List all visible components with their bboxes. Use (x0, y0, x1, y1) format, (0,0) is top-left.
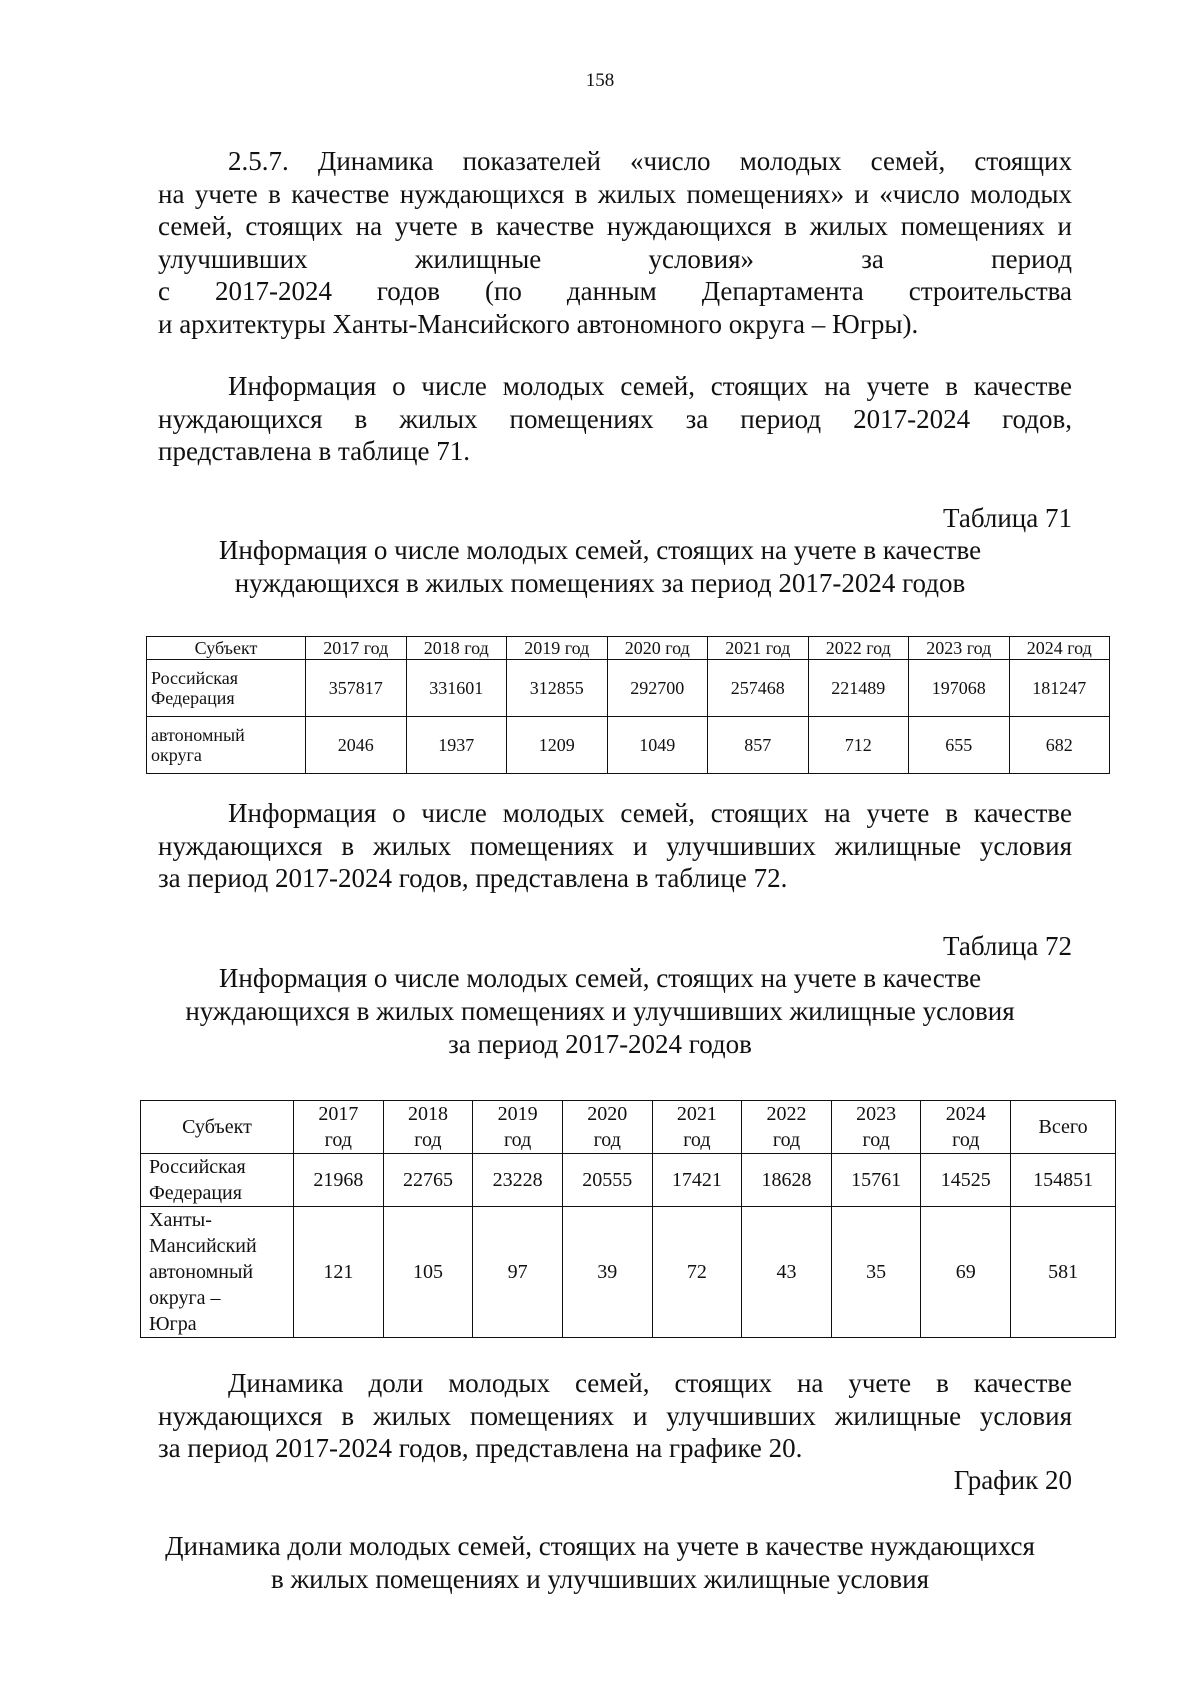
paragraph-line: Информация о числе молодых семей, стоящих на учете в качестве (228, 371, 1072, 401)
graph-title-line: Динамика доли молодых семей, стоящих на учете в качестве нуждающихся (165, 1531, 1035, 1561)
table-cell: 292700 (607, 660, 708, 717)
paragraph-line: Информация о числе молодых семей, стоящих на учете в качестве (228, 798, 1072, 828)
header-year: 2021 (676, 1103, 717, 1125)
column-header: 2020 год (607, 637, 708, 660)
header-year: 2023 (856, 1103, 897, 1125)
table-cell: 257468 (708, 660, 809, 717)
table-cell: 221489 (808, 660, 909, 717)
column-header: Всего (1011, 1101, 1116, 1154)
header-unit: год (414, 1129, 442, 1151)
table-cell: 18628 (742, 1154, 832, 1207)
subject-line: автономный (151, 725, 245, 745)
table-cell: 154851 (1011, 1154, 1116, 1207)
section-line: улучшивших жилищные условия» за период (158, 243, 1072, 274)
column-header (383, 1101, 473, 1154)
table-72-label: Таблица 72 (943, 931, 1072, 961)
column-header (742, 1101, 832, 1154)
table-cell: 121 (294, 1207, 384, 1338)
column-header: 2019 год (507, 637, 608, 660)
table-cell: 69 (921, 1207, 1011, 1338)
column-header (921, 1101, 1011, 1154)
table-71-label: Таблица 71 (943, 503, 1072, 533)
graph-20-label: График 20 (953, 1465, 1072, 1495)
table-cell: 581 (1011, 1207, 1116, 1338)
table-title-line: Информация о числе молодых семей, стоящих на учете в качестве (218, 535, 982, 565)
table-cell: 23228 (473, 1154, 563, 1207)
column-header: Субъект (147, 637, 306, 660)
paragraph-line: нуждающихся в жилых помещениях и улучшивших жилищные условия (158, 1400, 1072, 1431)
table-row (141, 1207, 1116, 1338)
table-cell: 655 (909, 717, 1010, 774)
table-cell: 857 (708, 717, 809, 774)
table-cell: 20555 (562, 1154, 652, 1207)
header-unit: год (503, 1129, 532, 1151)
page-number: 158 (585, 70, 615, 91)
header-unit: год (772, 1129, 801, 1151)
column-header (831, 1101, 921, 1154)
paragraph-line: за период 2017-2024 годов, представлена на графике 20. (158, 1433, 803, 1463)
table-title-line: нуждающихся в жилых помещениях и улучшивших жилищные условия (185, 996, 1015, 1026)
column-header (473, 1101, 563, 1154)
table-cell: 357817 (306, 660, 407, 717)
column-header: 2021 год (708, 637, 809, 660)
header-unit: год (324, 1129, 352, 1151)
row-subject (141, 1207, 294, 1338)
table-cell: 1937 (406, 717, 507, 774)
table-cell: 2046 (306, 717, 407, 774)
table-title-line: нуждающихся в жилых помещениях за период 2017-2024 годов (234, 568, 966, 598)
header-unit: год (862, 1129, 890, 1151)
header-year: 2024 (945, 1103, 986, 1125)
header-unit: год (952, 1129, 980, 1151)
graph-20-title (0, 1530, 1200, 1596)
subject-line: Ханты- (149, 1209, 212, 1231)
table-cell: 331601 (406, 660, 507, 717)
table-71 (146, 636, 1110, 774)
paragraph-line: представлена в таблице 71. (158, 436, 470, 466)
header-year: 2018 (407, 1103, 448, 1125)
section-heading (158, 145, 1072, 340)
intro-table-71 (158, 370, 1072, 468)
header-year: 2022 (766, 1103, 807, 1125)
header-year: 2019 (497, 1103, 538, 1125)
table-cell: 1209 (507, 717, 608, 774)
row-subject (141, 1154, 294, 1207)
table-cell: 682 (1009, 717, 1110, 774)
table-cell: 72 (652, 1207, 742, 1338)
subject-line: Российская (149, 1156, 246, 1178)
subject-line: округа – (149, 1287, 221, 1309)
subject-line: Российская (151, 668, 238, 688)
paragraph-line: нуждающихся в жилых помещениях и улучшивших жилищные условия (158, 830, 1072, 861)
table-cell: 197068 (909, 660, 1010, 717)
header-year: 2020 (587, 1103, 628, 1125)
column-header: 2017 год (306, 637, 407, 660)
section-line: и архитектуры Ханты-Мансийского автономного округа – Югры). (158, 308, 919, 339)
table-cell: 17421 (652, 1154, 742, 1207)
intro-graph-20 (158, 1367, 1072, 1465)
graph-title-line: в жилых помещениях и улучшивших жилищные условия (270, 1564, 930, 1594)
table-cell: 14525 (921, 1154, 1011, 1207)
row-subject (147, 660, 306, 717)
column-header (652, 1101, 742, 1154)
table-header-row (147, 637, 1110, 660)
column-header: 2022 год (808, 637, 909, 660)
section-line: с 2017-2024 годов (по данным Департамента строительства (158, 276, 1072, 306)
row-subject (147, 717, 306, 774)
header-unit: год (683, 1129, 711, 1151)
table-cell: 181247 (1009, 660, 1110, 717)
header-unit: год (593, 1129, 621, 1151)
subject-line: Федерация (149, 1182, 242, 1204)
table-cell: 712 (808, 717, 909, 774)
table-cell: 35 (831, 1207, 921, 1338)
subject-line: автономный (149, 1261, 254, 1283)
paragraph-line: нуждающихся в жилых помещениях за период 2017-2024 годов, (158, 403, 1072, 434)
subject-line: округа (151, 745, 202, 765)
table-row (147, 660, 1110, 717)
column-header: 2023 год (909, 637, 1010, 660)
table-cell: 105 (383, 1207, 473, 1338)
table-cell: 22765 (383, 1154, 473, 1207)
table-71-title (0, 534, 1200, 600)
table-cell: 97 (473, 1207, 563, 1338)
column-header (562, 1101, 652, 1154)
column-header: Субъект (141, 1101, 294, 1154)
table-cell: 39 (562, 1207, 652, 1338)
section-line: на учете в качестве нуждающихся в жилых помещениях» и «число молодых (158, 178, 1072, 209)
table-header-row (141, 1101, 1116, 1154)
table-cell: 21968 (294, 1154, 384, 1207)
table-title-line: за период 2017-2024 годов (448, 1029, 752, 1059)
table-row (147, 717, 1110, 774)
paragraph-line: Динамика доли молодых семей, стоящих на учете в качестве (228, 1368, 1072, 1398)
subject-line: Мансийский (149, 1235, 257, 1257)
table-cell: 15761 (831, 1154, 921, 1207)
table-72-title (0, 962, 1200, 1061)
paragraph-line: за период 2017-2024 годов, представлена в таблице 72. (158, 863, 788, 893)
table-cell: 43 (742, 1207, 832, 1338)
column-header: 2024 год (1009, 637, 1110, 660)
column-header: 2018 год (406, 637, 507, 660)
table-cell: 312855 (507, 660, 608, 717)
table-title-line: Информация о числе молодых семей, стоящих на учете в качестве (218, 963, 982, 993)
section-line: 2.5.7. Динамика показателей «число молодых семей, стоящих (228, 146, 1072, 176)
table-72 (140, 1100, 1116, 1338)
subject-line: Федерация (151, 688, 235, 708)
section-line: семей, стоящих на учете в качестве нуждающихся в жилых помещениях и (158, 211, 1072, 241)
header-year: 2017 (318, 1103, 359, 1125)
table-row (141, 1154, 1116, 1207)
subject-line: Югра (149, 1313, 197, 1335)
intro-table-72 (158, 797, 1072, 895)
table-cell: 1049 (607, 717, 708, 774)
column-header (294, 1101, 384, 1154)
